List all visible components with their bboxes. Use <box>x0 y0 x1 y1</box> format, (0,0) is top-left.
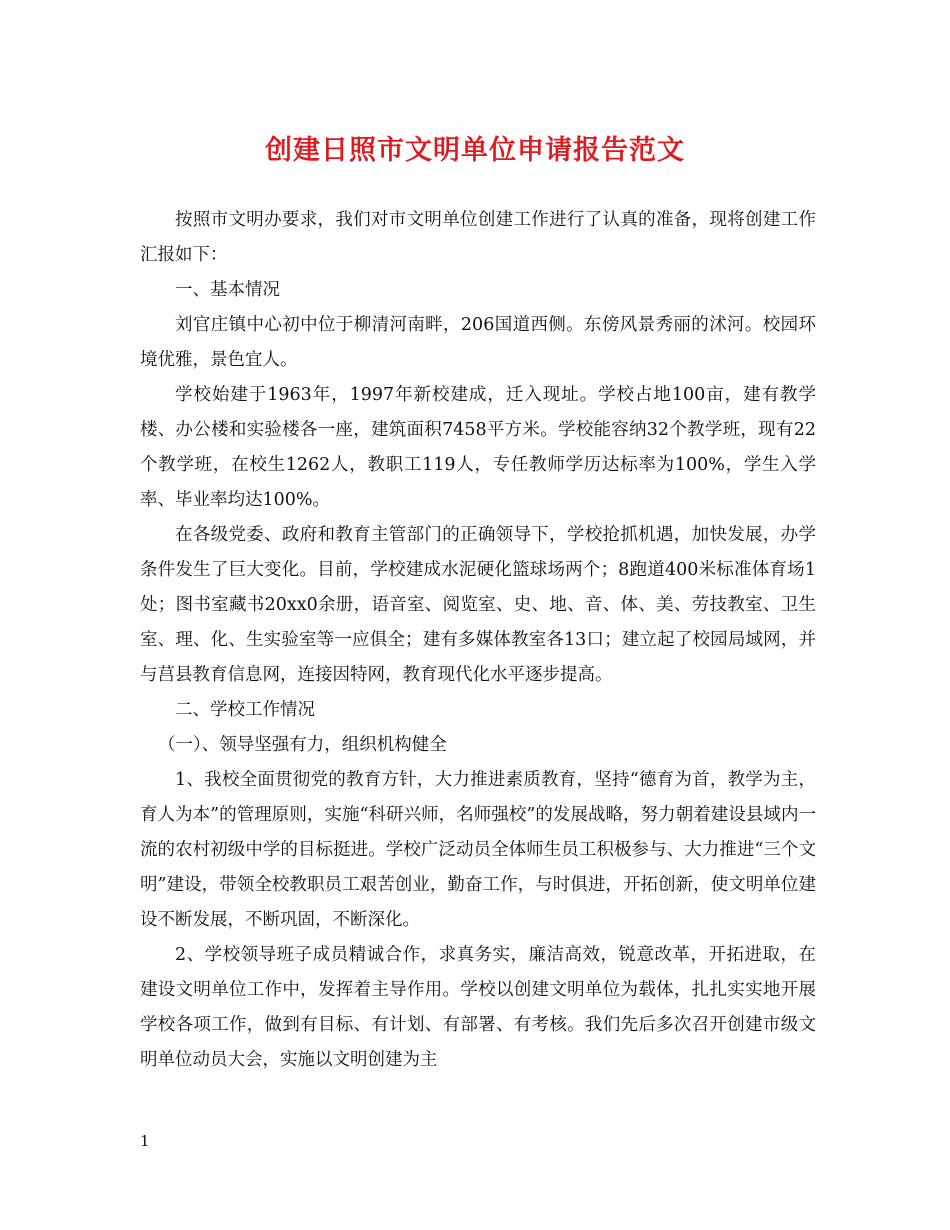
document-body <box>140 203 816 1078</box>
page-number: 1 <box>140 1132 150 1150</box>
paragraph-facilities: 在各级党委、政府和教育主管部门的正确领导下，学校抢抓机遇，加快发展，办学条件发生了巨大变化。目前，学校建成水泥硬化篮球场两个；8跑道400米标准体育场1处；图书室藏书20xx0余册，语音室、阅览室、史、地、音、体、美、劳技教室、卫生室、理、化、生实验室等一应俱全；建有多媒体教室各13口；建立起了校园局域网，并与莒县教育信息网，连接因特网，教育现代化水平逐步提高。 <box>140 525 816 685</box>
section-heading-school-work: 二、学校工作情况 <box>175 700 315 720</box>
paragraph-location: 刘官庄镇中心初中位于柳清河南畔，206国道西侧。东傍风景秀丽的沭河。校园环境优雅，景色宜人。 <box>140 315 816 370</box>
paragraph-point-2: 2、学校领导班子成员精诚合作，求真务实，廉洁高效，锐意改革，开拓进取，在建设文明单位工作中，发挥着主导作用。学校以创建文明单位为载体，扎扎实实地开展学校各项工作，做到有目标、有计划、有部署、有考核。我们先后多次召开创建市级文明单位动员大会，实施以文明创建为主 <box>140 945 816 1070</box>
paragraph-history: 学校始建于1963年，1997年新校建成，迁入现址。学校占地100亩，建有教学楼、办公楼和实验楼各一座，建筑面积7458平方米。学校能容纳32个教学班，现有22个教学班，在校生1262人，教职工119人，专任教师学历达标率为100%，学生入学率、毕业率均达100%。 <box>140 385 816 510</box>
section-heading-basic-info: 一、基本情况 <box>175 280 280 300</box>
paragraph-point-1: 1、我校全面贯彻党的教育方针，大力推进素质教育，坚持“德育为首，教学为主，育人为本”的管理原则，实施“科研兴师，名师强校”的发展战略，努力朝着建设县域内一流的农村初级中学的目标挺进。学校广泛动员全体师生员工积极参与、大力推进“三个文明”建设，带领全校教职员工艰苦创业，勤奋工作，与时俱进，开拓创新，使文明单位建设不断发展，不断巩固，不断深化。 <box>140 770 816 930</box>
page-title: 创建日照市文明单位申请报告范文 <box>265 135 685 166</box>
paragraph-intro: 按照市文明办要求，我们对市文明单位创建工作进行了认真的准备，现将创建工作汇报如下： <box>140 210 816 265</box>
subsection-heading-leadership: （一）、领导坚强有力，组织机构健全 <box>158 735 447 755</box>
